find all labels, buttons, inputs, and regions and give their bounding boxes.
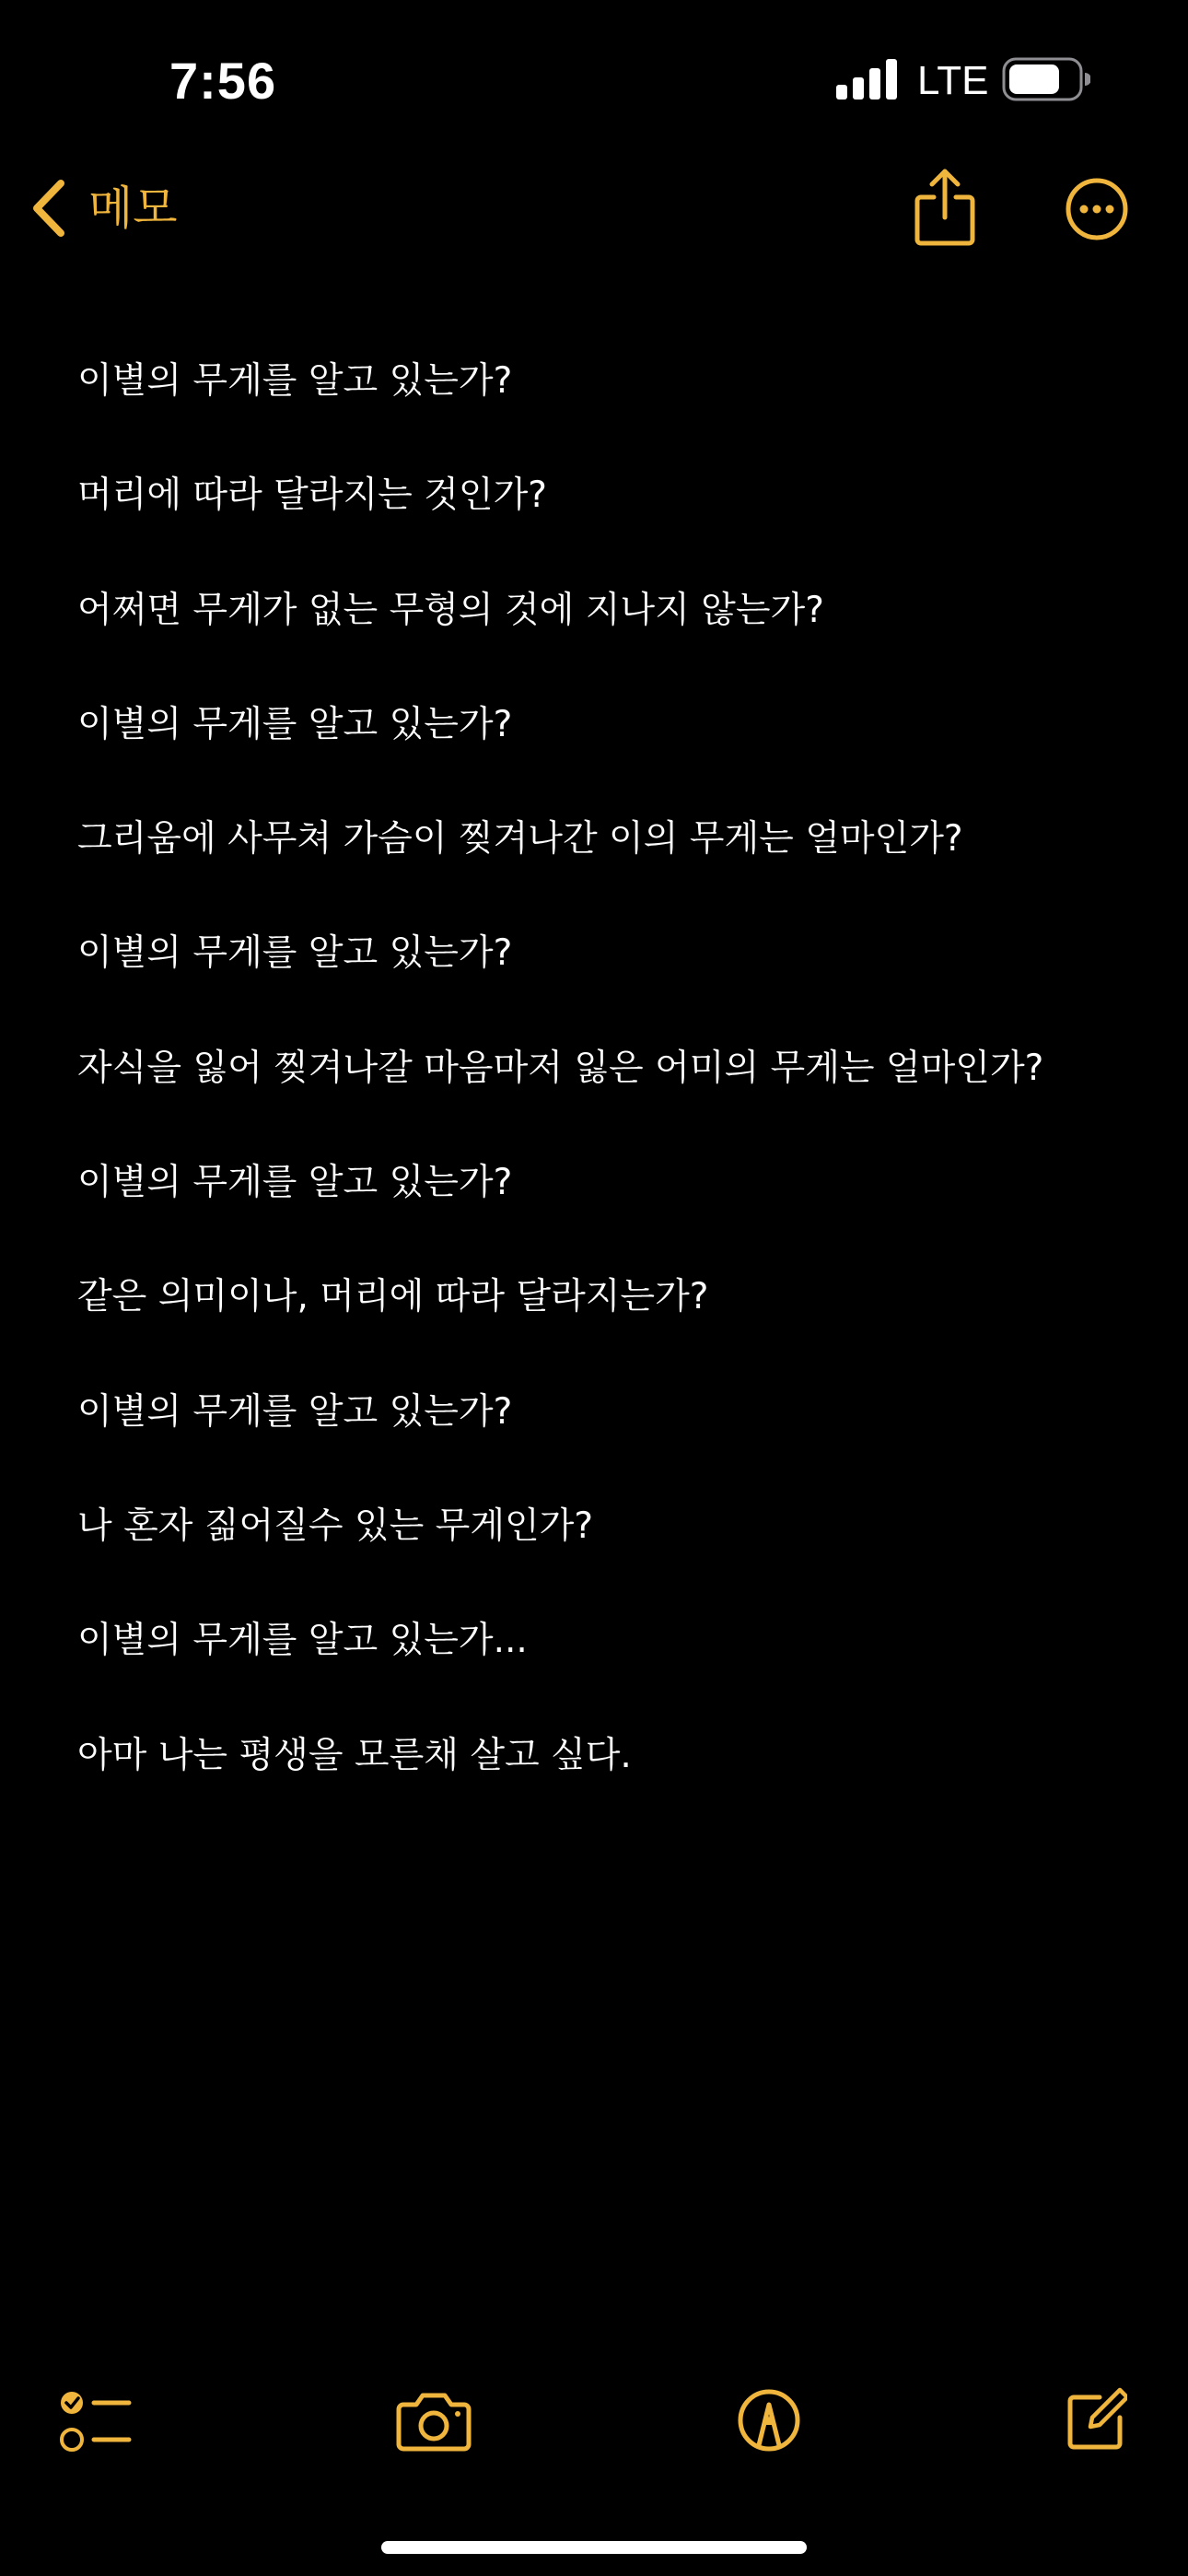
note-line[interactable]: 같은 의미이나, 머리에 따라 달라지는가? (77, 1276, 709, 1318)
checklist-icon[interactable] (59, 2388, 133, 2456)
note-line[interactable]: 이별의 무게를 알고 있는가... (77, 1620, 528, 1662)
note-line[interactable]: 머리에 따라 달라지는 것인가? (77, 474, 547, 517)
note-line[interactable]: 그리움에 사무쳐 가슴이 찢겨나간 이의 무게는 얼마인가? (77, 818, 963, 861)
network-type: LTE (917, 58, 989, 103)
compose-icon[interactable] (1066, 2386, 1127, 2451)
note-line[interactable]: 어쩌면 무게가 없는 무형의 것에 지나지 않는가? (77, 589, 824, 631)
note-line[interactable]: 아마 나는 평생을 모른채 살고 싶다. (77, 1734, 632, 1776)
ellipsis-circle-icon[interactable] (1065, 177, 1129, 241)
note-line[interactable]: 이별의 무게를 알고 있는가? (77, 1390, 513, 1433)
camera-icon[interactable] (396, 2388, 472, 2453)
note-line[interactable]: 나 혼자 짊어질수 있는 무게인가? (77, 1505, 594, 1547)
home-indicator[interactable] (381, 2541, 807, 2554)
battery-icon (1002, 57, 1090, 101)
note-line[interactable]: 이별의 무게를 알고 있는가? (77, 932, 513, 975)
back-button[interactable] (28, 171, 178, 245)
note-line[interactable]: 이별의 무게를 알고 있는가? (77, 1162, 513, 1204)
cellular-signal-icon (836, 59, 899, 100)
note-body[interactable] (77, 354, 1127, 1843)
chevron-left-icon (28, 178, 70, 239)
note-line[interactable]: 자식을 잃어 찢겨나갈 마음마저 잃은 어미의 무게는 얼마인가? (77, 1047, 1044, 1089)
note-line[interactable]: 이별의 무게를 알고 있는가? (77, 360, 513, 402)
back-button-label: 메모 (88, 181, 178, 235)
markup-icon[interactable] (737, 2388, 801, 2453)
status-time: 7:56 (169, 52, 277, 110)
share-icon[interactable] (912, 166, 978, 249)
note-line[interactable]: 이별의 무게를 알고 있는가? (77, 703, 513, 745)
